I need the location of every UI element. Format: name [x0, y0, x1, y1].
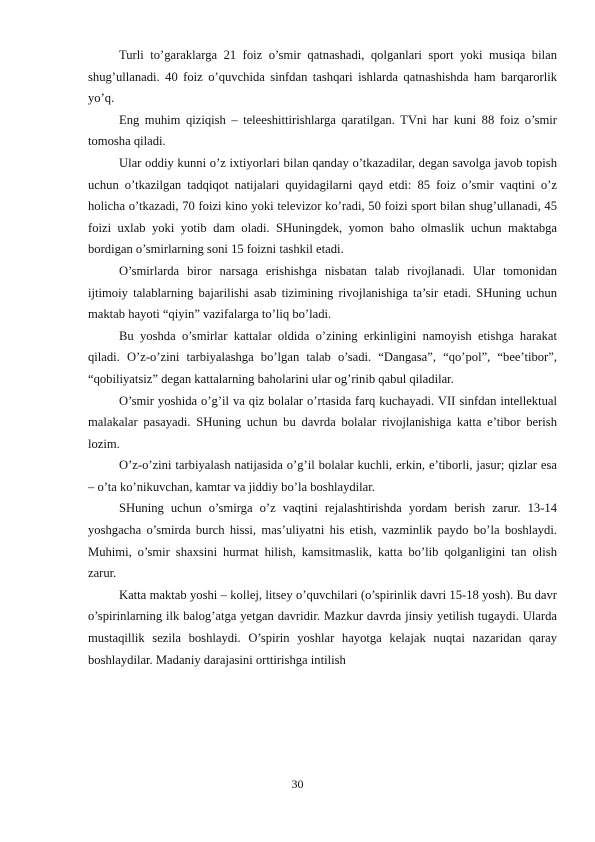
- paragraph-4: O’smirlarda biror narsaga erishishga nisbatan talab rivojlanadi. Ular tomonidan ijtimoiy talablarning bajarilishi asab tizimining rivojlanishiga ta’sir etadi. SHuning uchun maktab hayoti “qiyin” vazifalarga to’liq bo’ladi.: [88, 263, 557, 322]
- page-number: 30: [291, 777, 304, 791]
- paragraph-9: Katta maktab yoshi – kollej, litsey o’quvchilari (o’spirinlik davri 15-18 yosh). Bu davr o’spirinlarning ilk balog’atga yetgan davridir. Mazkur davrda jinsiy yetilish tugaydi. Ularda mustaqillik sezila boshlaydi. O’spirin yoshlar hayotga kelajak nuqtai nazaridan qaray boshlaydilar. Madaniy darajasini orttirishga intilish: [88, 587, 557, 667]
- paragraph-3: Ular oddiy kunni o’z ixtiyorlari bilan qanday o’tkazadilar, degan savolga javob topish uchun o’tkazilgan tadqiqot natijalari quyidagilarni qayd etdi: 85 foiz o’smir vaqtini o’z holicha o’tkazadi, 70 foizi kino yoki televizor ko’radi, 50 foizi sport bilan shug’ullanadi, 45 foizi uxlab yoki yotib dam oladi. SHuningdek, yomon baho olmaslik uchun maktabga bordigan o’smirlarning soni 15 foizni tashkil etadi.: [88, 155, 557, 257]
- paragraph-8: SHuning uchun o’smirga o’z vaqtini rejalashtirishda yordam berish zarur. 13-14 yoshgacha o’smirda burch hissi, mas’uliyatni his etish, vazminlik paydo bo’la boshlaydi. Muhimi, o’smir shaxsini hurmat hilish, kamsitmaslik, katta bo’lib qolganligini tan olish zarur.: [88, 501, 557, 581]
- paragraph-2: Eng muhim qiziqish – teleeshittirishlarga qaratilgan. TVni har kuni 88 foiz o’smir tomosha qiladi.: [88, 112, 557, 149]
- paragraph-1: Turli to’garaklarga 21 foiz o’smir qatnashadi, qolganlari sport yoki musiqa bilan shug’ullanadi. 40 foiz o’quvchida sinfdan tashqari ishlarda qatnashishda ham barqarorlik yo’q.: [88, 48, 557, 106]
- paragraph-5: Bu yoshda o’smirlar kattalar oldida o’zining erkinligini namoyish etishga harakat qiladi. O’z-o’zini tarbiyalashga bo’lgan talab o’sadi. “Dangasa”, “qo’pol”, “bee’tibor”, “qobiliyatsiz” degan kattalarning baholarini ular og’rinib qabul qiladilar.: [88, 328, 557, 386]
- paragraph-6: O’smir yoshida o’g’il va qiz bolalar o’rtasida farq kuchayadi. VII sinfdan intellektual malakalar pasayadi. SHuning uchun bu davrda bolalar rivojlanishiga katta e’tibor berish lozim.: [88, 393, 557, 451]
- paragraph-7: O’z-o’zini tarbiyalash natijasida o’g’il bolalar kuchli, erkin, e’tiborli, jasur; qizlar esa – o’ta ko’nikuvchan, kamtar va jiddiy bo’la boshlaydilar.: [88, 458, 557, 494]
- body-text: [88, 45, 557, 671]
